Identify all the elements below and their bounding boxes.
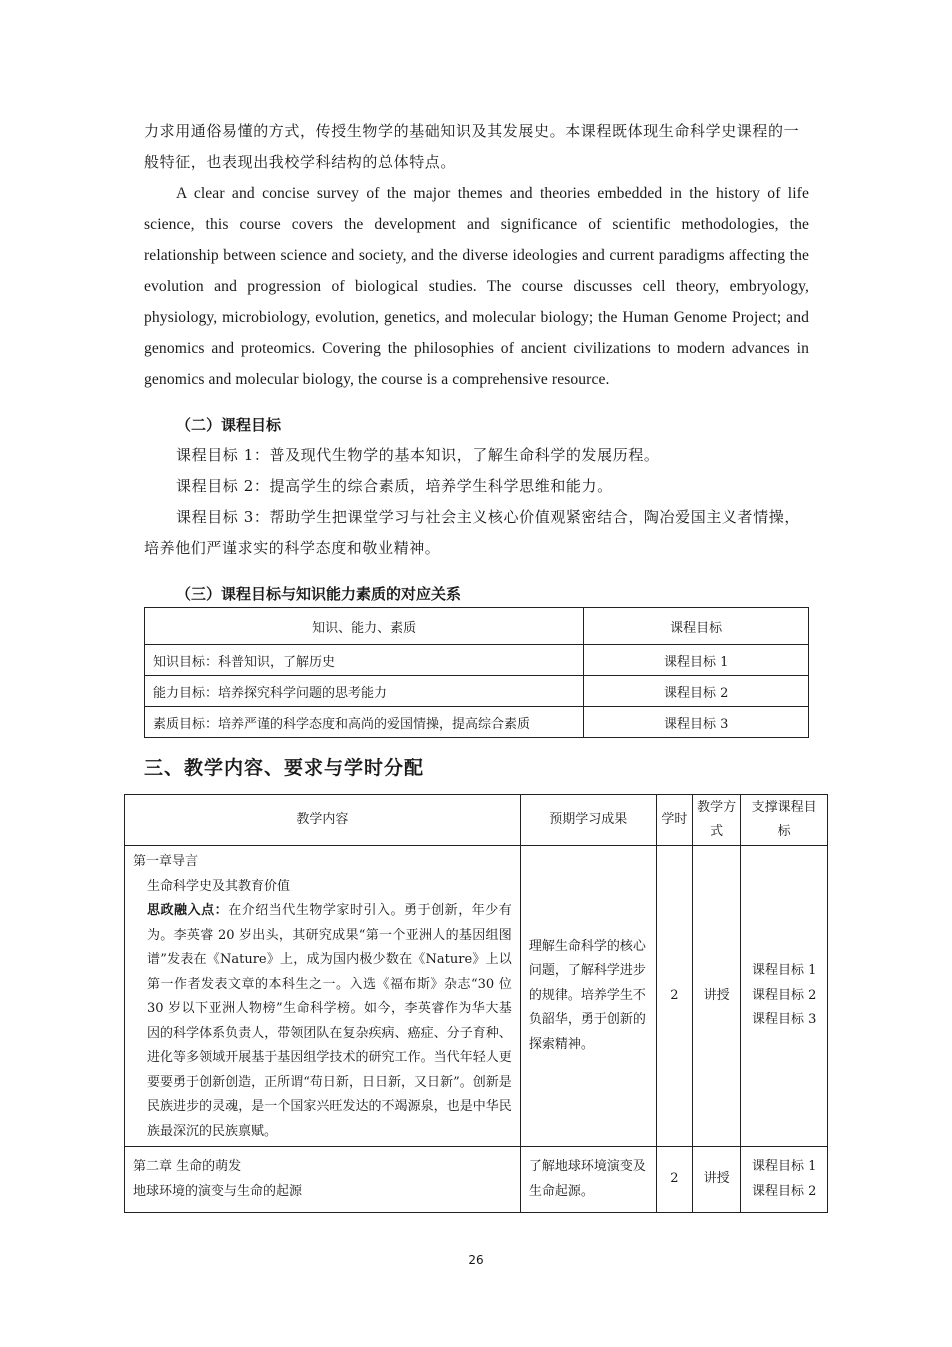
course-goal-2: 课程目标 2：提高学生的综合素质，培养学生科学思维和能力。: [176, 477, 613, 495]
table-row: [125, 1147, 828, 1213]
intro-english-paragraph: A clear and concise survey of the major themes and theories embedded in the history of life science, this course covers the development and significance of scientific methodologies, the relationship between science and society, and the diverse ideologies and current paradigms affecting the evolution and progression of biological studies. The course discusses cell theory, embryology, physiology, microbiology, evolution, genetics, and molecular biology; the Human Genome Project; and genomics and proteomics. Covering the philosophies of ancient civilizations to modern advances in genomics and molecular biology, the course is a comprehensive resource.: [144, 185, 809, 388]
course-goal-1: 课程目标 1：普及现代生物学的基本知识，了解生命科学的发展历程。: [176, 446, 660, 464]
goal-item: 课程目标 2: [751, 1183, 817, 1199]
relation-left-cell: 素质目标：培养严谨的科学态度和高尚的爱国情操，提高综合素质: [145, 707, 584, 738]
section-three-heading: 三、教学内容、要求与学时分配: [144, 757, 425, 779]
header-content: 教学内容: [125, 795, 521, 846]
intro-chinese-paragraph: 力求用通俗易懂的方式，传授生物学的基础知识及其发展史。本课程既体现生命科学史课程的一般特征，也表现出我校学科结构的总体特点。: [144, 122, 800, 171]
topic-line: 地球环境的演变与生命的起源: [133, 1183, 303, 1199]
goal-item: 课程目标 3: [751, 1012, 817, 1028]
relation-right-cell: 课程目标 3: [584, 707, 809, 738]
relation-heading: （三）课程目标与知识能力素质的对应关系: [176, 585, 462, 603]
goal-cell: [741, 846, 828, 1147]
outcome-cell: 了解地球环境演变及生命起源。: [520, 1147, 656, 1213]
hours-cell: 2: [656, 1147, 692, 1213]
relation-right-cell: 课程目标 1: [584, 645, 809, 676]
course-goals-heading: （二）课程目标: [176, 416, 282, 434]
table-row: [145, 676, 809, 707]
table-header-row: [125, 795, 828, 846]
relation-right-cell: 课程目标 2: [584, 676, 809, 707]
relation-left-cell: 能力目标：培养探究科学问题的思考能力: [145, 676, 584, 707]
chapter-title: 第一章导言: [133, 854, 199, 869]
goal-item: 课程目标 2: [751, 987, 817, 1003]
page-number: 26: [468, 1253, 484, 1267]
header-method: 教学方式: [693, 795, 741, 846]
goal-item: 课程目标 1: [751, 1159, 817, 1174]
ideology-paragraph: [133, 899, 512, 1144]
ideology-label: 思政融入点：: [147, 903, 229, 918]
header-goal: 支撑课程目标: [741, 795, 828, 846]
table-header-row: [145, 608, 809, 645]
ideology-text: 在介绍当代生物学家时引入。勇于创新，年少有为。李英睿 20 岁出头，其研究成果“第一个亚洲人的基因组图谱”发表在《Nature》上，成为国内极少数在《Nature》上以第一作者发表文章的本科生之一。入选《福布斯》杂志“30 位 30 岁以下亚洲人物榜”生命科学榜。如今，李英睿作为华大基因的科学体系负责人，带领团队在复杂疾病、癌症、分子育种、进化等多领域开展基于基因组学技术的研究工作。当代年轻人更要要勇于创新创造，正所谓“苟日新，日日新，又日新”。创新是民族进步的灵魂，是一个国家兴旺发达的不竭源泉，也是中华民族最深沉的民族禀赋。: [147, 903, 512, 1139]
table-row: [125, 846, 828, 1147]
header-course-goal: 课程目标: [584, 608, 809, 645]
header-hours: 学时: [656, 795, 692, 846]
goal-relation-table: [144, 607, 809, 738]
goal-cell: [741, 1147, 828, 1213]
goal-item: 课程目标 1: [751, 963, 817, 979]
content-cell: [125, 846, 521, 1147]
content-cell: [125, 1147, 521, 1213]
method-cell: 讲授: [693, 1147, 741, 1213]
outcome-cell: 理解生命科学的核心问题，了解科学进步的规律。培养学生不负韶华，勇于创新的探索精神。: [520, 846, 656, 1147]
course-goal-3: 课程目标 3：帮助学生把课堂学习与社会主义核心价值观紧密结合，陶冶爱国主义者情操，培养他们严谨求实的科学态度和敬业精神。: [144, 508, 800, 557]
header-knowledge: 知识、能力、素质: [145, 608, 584, 645]
table-row: [145, 645, 809, 676]
method-cell: 讲授: [693, 846, 741, 1147]
hours-cell: 2: [656, 846, 692, 1147]
chapter-title: 第二章 生命的萌发: [133, 1159, 242, 1174]
header-outcome: 预期学习成果: [520, 795, 656, 846]
relation-left-cell: 知识目标：科普知识，了解历史: [145, 645, 584, 676]
topic-line: 生命科学史及其教育价值: [147, 878, 291, 894]
table-row: [145, 707, 809, 738]
teaching-content-table: [124, 794, 828, 1213]
